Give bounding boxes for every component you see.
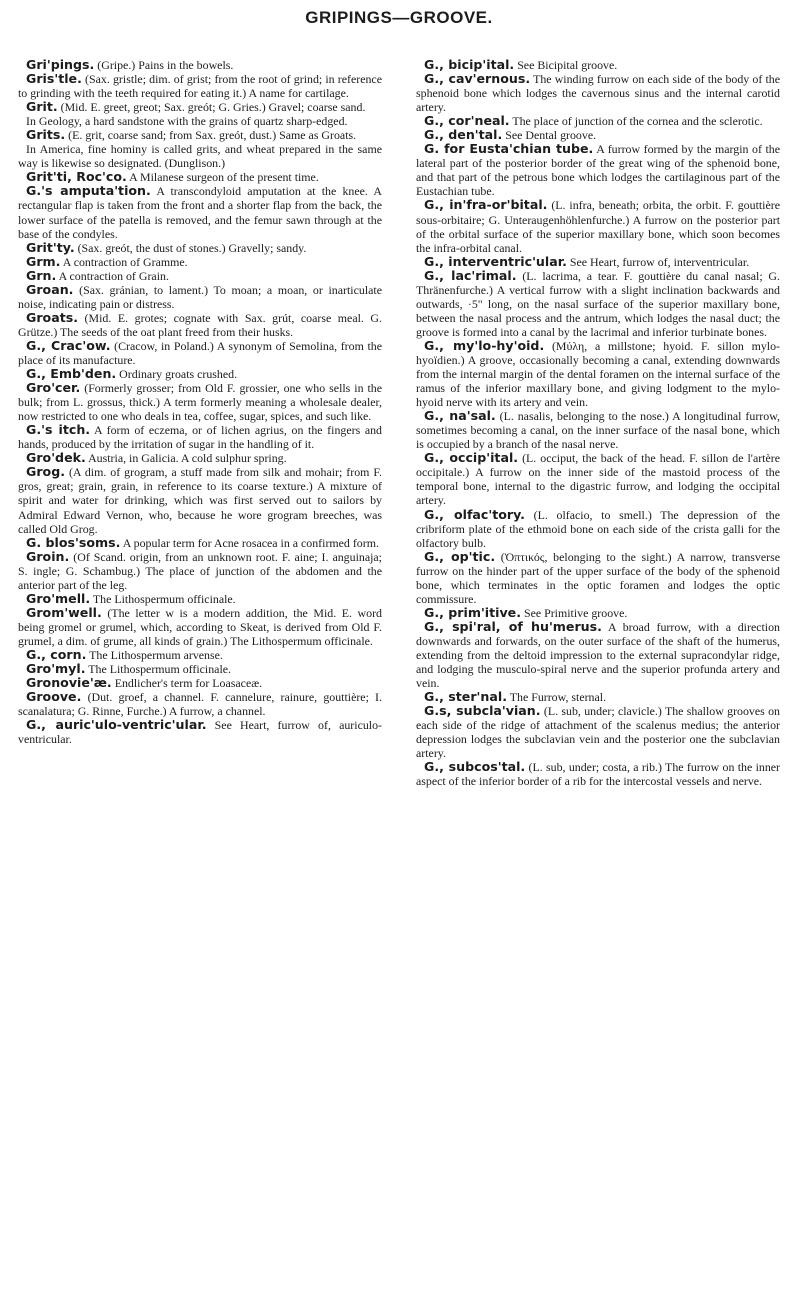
entry-headword: G., my'lo-hy'oid. (424, 337, 545, 353)
entry-headword: Groove. (26, 689, 82, 705)
entry-definition: A broad furrow, with a direction downwards and forwards, on the outer surface of the shaft of the humerus, extending from the deltoid impression to the external supracondylar ridge, and lodging the musculo-spiral nerve and the superior profunda artery and vein. (416, 619, 780, 691)
entry-headword: Grit. (26, 99, 58, 115)
dictionary-entry (416, 409, 780, 451)
dictionary-entry (416, 606, 780, 620)
dictionary-entry (18, 339, 382, 367)
entry-headword: Gronovie'æ. (26, 675, 112, 691)
dictionary-entry (18, 269, 382, 283)
dictionary-entry (18, 690, 382, 718)
entry-headword: Gro'mell. (26, 590, 91, 606)
dictionary-entry (18, 423, 382, 451)
entry-headword: Groan. (26, 281, 74, 297)
entry-headword: G.'s itch. (26, 422, 91, 438)
dictionary-entry (18, 606, 382, 648)
entry-headword: Grit'ty. (26, 239, 75, 255)
entry-headword: G., spi'ral, of hu'merus. (424, 618, 602, 634)
entry-definition: A furrow formed by the margin of the lateral part of the posterior border of the great wing of the sphenoid bone, and that part of the petrous bone which lodges the cartilaginous part of the Eustachian tube. (416, 142, 781, 199)
entry-headword: G., Crac'ow. (26, 337, 111, 353)
dictionary-entry (416, 269, 780, 339)
entry-headword: Gro'cer. (26, 380, 81, 396)
entry-definition: In Geology, a hard sandstone with the grains of quartz sharp-edged. (26, 114, 348, 129)
entry-definition: The place of junction of the cornea and the sclerotic. (509, 114, 763, 129)
dictionary-entry (18, 592, 382, 606)
entry-definition: (L. nasalis, belonging to the nose.) A longitudinal furrow, sometimes becoming a canal, on the inner surface of the nasal bone, which is occupied by a branch of the nasal nerve. (416, 409, 780, 452)
dictionary-entry (18, 451, 382, 465)
dictionary-entry (416, 128, 780, 142)
left-column (18, 58, 382, 788)
entry-definition: (Of Scand. origin, from an unknown root. F. aine; I. anguinaja; S. ingle; G. Schambug.) The place of junction of the abdomen and the anterior part of the leg. (18, 549, 382, 592)
right-column (416, 58, 780, 788)
entry-headword: G., ster'nal. (424, 689, 507, 705)
dictionary-entry (18, 381, 382, 423)
entry-definition: (L. lacrima, a tear. F. gouttière du canal nasal; G. Thränenfurche.) A vertical furrow with a slight inclination backwards and outwards, ·5" long, on the nasal surface of the superior maxillary bone, between the nasal process and the antrum, which lodges the nasal duct; the groove is formed into a canal by the lacrimal and inferior turbinate bones. (416, 268, 780, 339)
entry-definition: (L. sub, under; clavicle.) The shallow grooves on each side of the ridge of attachment of the scalenus medius; the anterior depression lodges the subclavian vein and the posterior one the subclavian artery. (416, 704, 780, 761)
dictionary-entry (18, 283, 382, 311)
entry-definition: Endlicher's term for Loasaceæ. (111, 676, 263, 691)
entry-headword: Gris'tle. (26, 71, 82, 87)
dictionary-entry (18, 255, 382, 269)
dictionary-entry (18, 72, 382, 100)
entry-definition: (Sax. gránian, to lament.) To moan; a moan, or inarticulate noise, indicating pain or distress. (18, 282, 382, 311)
entry-definition: (Mid. E. greet, greot; Sax. greót; G. Gries.) Gravel; coarse sand. (57, 100, 366, 115)
entry-definition: (Sax. greót, the dust of stones.) Gravelly; sandy. (74, 240, 307, 255)
entry-definition: In America, fine hominy is called grits, and wheat prepared in the same way is likewise so designated. (Dunglison.) (18, 142, 382, 171)
dictionary-entry (18, 550, 382, 592)
entry-headword: G., cor'neal. (424, 113, 510, 129)
dictionary-entry (18, 676, 382, 690)
dictionary-entry (416, 114, 780, 128)
entry-definition: (Dut. groef, a channel. F. cannelure, rainure, gouttière; I. scanalatura; G. Rinne, Furche.) A furrow, a channel. (18, 690, 382, 719)
dictionary-entry (18, 465, 382, 535)
entry-definition: The Lithospermum officinale. (85, 662, 232, 677)
dictionary-entry (18, 662, 382, 676)
entry-headword: G., occip'ital. (424, 450, 519, 466)
entry-definition: (Ὀπτικός, belonging to the sight.) A narrow, transverse furrow on the hinder part of the upper surface of the body of the sphenoid bone, which terminates in the optic foramen and lodges the optic commissure. (416, 549, 780, 606)
dictionary-entry (18, 241, 382, 255)
entry-headword: Groats. (26, 309, 78, 325)
entry-definition: A transcondyloid amputation at the knee. A rectangular flap is taken from the front and a shorter flap from the back, the lower surface of the patella is removed, and the femur sawn through at the base of the condyles. (18, 184, 382, 241)
dictionary-entry (416, 620, 780, 690)
entry-definition: See Primitive groove. (521, 605, 628, 620)
entry-definition: See Bicipital groove. (514, 58, 618, 72)
entry-headword: G., olfac'tory. (424, 506, 525, 522)
entry-definition: The Lithospermum officinale. (90, 591, 236, 606)
running-head: GRIPINGS—GROOVE. (305, 8, 493, 27)
entry-headword: G., auric'ulo-ventric'ular. (26, 717, 207, 733)
entry-headword: G., den'tal. (424, 127, 503, 143)
dictionary-entry (416, 508, 780, 550)
entry-headword: Gri'pings. (26, 57, 95, 72)
entry-headword: G., op'tic. (424, 548, 496, 564)
dictionary-entry (416, 760, 780, 788)
entry-definition: A Milanese surgeon of the present time. (126, 170, 319, 185)
dictionary-entry (416, 255, 780, 269)
entry-definition: A popular term for Acne rosacea in a confirmed form. (120, 535, 379, 550)
dictionary-entry (416, 690, 780, 704)
entry-headword: G., in'fra-or'bital. (424, 197, 548, 213)
entry-definition: (L. olfacio, to smell.) The depression of the cribriform plate of the ethmoid bone on each side of the crista galli for the olfactory bulb. (416, 507, 781, 550)
entry-definition: Ordinary groats crushed. (116, 367, 238, 382)
dictionary-entry (416, 704, 780, 760)
dictionary-entry (18, 114, 382, 128)
dictionary-entry (18, 536, 382, 550)
entry-headword: G., corn. (26, 646, 87, 662)
dictionary-entry (18, 648, 382, 662)
entry-headword: Groin. (26, 548, 70, 564)
entry-definition: (The letter w is a modern addition, the Mid. E. word being gromel or grumel, which, according to Skeat, is derived from Old F. grumel, a dim. of grume, all kinds of grain.) The Lithospermum officinale. (18, 605, 382, 648)
entry-headword: Grog. (26, 464, 65, 480)
entry-definition: A contraction of Grain. (56, 268, 169, 283)
entry-definition: The winding furrow on each side of the body of the sphenoid bone which lodges the cavernous sinus and the internal carotid artery. (416, 72, 780, 115)
columns (18, 58, 780, 788)
entry-headword: Grit'ti, Roc'co. (26, 169, 127, 185)
dictionary-entry (18, 367, 382, 381)
entry-definition: (Mid. E. grotes; cognate with Sax. grút, coarse meal. G. Grütze.) The seeds of the oat plant freed from their husks. (18, 310, 382, 339)
entry-definition: See Dental groove. (502, 128, 597, 143)
entry-headword: G.'s amputa'tion. (26, 183, 151, 199)
dictionary-entry (18, 184, 382, 240)
dictionary-entry (416, 451, 780, 507)
entry-definition: The Furrow, sternal. (506, 690, 607, 705)
dictionary-entry (416, 550, 780, 606)
entry-definition: (Formerly grosser; from Old F. grossier, one who sells in the bulk; from L. grossus, thick.) A term formerly meaning a wholesale dealer, now restricted to one who deals in tea, coffee, sugar, spices, and such like. (18, 381, 382, 424)
entry-headword: G.s, subcla'vian. (424, 703, 541, 719)
dictionary-entry (18, 142, 382, 170)
dictionary-entry (416, 58, 780, 72)
dictionary-entry (18, 170, 382, 184)
entry-headword: G., cav'ernous. (424, 71, 531, 87)
entry-definition: (Cracow, in Poland.) A synonym of Semolina, from the place of its manufacture. (18, 338, 383, 367)
entry-definition: (E. grit, coarse sand; from Sax. greót, dust.) Same as Groats. (65, 128, 357, 143)
entry-definition: A form of eczema, or of lichen agrius, on the fingers and hands, produced by the irritation of sugar in the handling of it. (18, 423, 382, 452)
entry-headword: Gro'myl. (26, 661, 86, 677)
dictionary-entry (18, 58, 382, 72)
dictionary-entry (18, 128, 382, 142)
entry-definition: (Gripe.) Pains in the bowels. (94, 58, 234, 72)
entry-headword: Grn. (26, 267, 57, 283)
entry-headword: G., prim'itive. (424, 604, 521, 620)
entry-headword: G. for Eusta'chian tube. (424, 141, 594, 157)
entry-definition: A contraction of Gramme. (60, 254, 188, 269)
entry-definition: (L. occiput, the back of the head. F. sillon de l'artère occipitale.) A furrow on the inner side of the mastoid process of the temporal bone, internal to the digastric furrow, and lodging the occipital artery. (416, 451, 780, 508)
dictionary-entry (416, 72, 780, 114)
entry-definition: (A dim. of grogram, a stuff made from silk and mohair; from F. gros, great; grain, grain, in reference to its coarse texture.) A mixture of spirit and water for drinking, which was first served out to sailors by Admiral Edward Vernon, who, because he wore grogram breeches, was called Old Grog. (18, 465, 382, 536)
entry-headword: G., interventric'ular. (424, 253, 567, 269)
entry-definition: (Sax. gristle; dim. of grist; from the root of grind; in reference to grinding with the teeth required for eating it.) A name for cartilage. (18, 72, 382, 101)
entry-headword: Grits. (26, 127, 66, 143)
dictionary-entry (18, 100, 382, 114)
entry-definition: (L. sub, under; costa, a rib.) The furrow on the inner aspect of the inferior border of a rib for the intercostal vessels and nerve. (416, 760, 781, 789)
entry-headword: G., bicip'ital. (424, 57, 515, 72)
dictionary-entry (416, 142, 780, 198)
entry-headword: Gro'dek. (26, 450, 86, 466)
entry-definition: The Lithospermum arvense. (86, 647, 223, 662)
entry-headword: G. blos'soms. (26, 534, 121, 550)
dictionary-entry (416, 198, 780, 254)
entry-headword: G., lac'rimal. (424, 267, 517, 283)
entry-headword: G., subcos'tal. (424, 759, 526, 775)
dictionary-entry (416, 339, 780, 409)
entry-headword: G., Emb'den. (26, 366, 117, 382)
entry-definition: (L. infra, beneath; orbita, the orbit. F. gouttière sous-orbitaire; G. Unteraugenhöhlenfurche.) A furrow on the posterior part of the orbital surface of the superior maxillary bone, which soon becomes the infra-orbital canal. (416, 198, 781, 255)
entry-headword: G., na'sal. (424, 408, 496, 424)
entry-definition: See Heart, furrow of, interventricular. (566, 254, 750, 269)
entry-definition: Austria, in Galicia. A cold sulphur spring. (85, 451, 287, 466)
entry-headword: Grm. (26, 253, 61, 269)
entry-definition: See Heart, furrow of, auriculo-ventricular. (18, 718, 383, 747)
entry-headword: Grom'well. (26, 604, 102, 620)
dictionary-entry (18, 311, 382, 339)
entry-definition: (Μύλη, a millstone; hyoid. F. sillon mylo-hyoïdien.) A groove, occasionally becoming a canal, extending downwards from the internal margin of the dental foramen on the internal surface of the ramus of the inferior maxillary bone, and giving lodgment to the mylo-hyoid nerve with its artery and vein. (416, 338, 780, 410)
dictionary-entry (18, 718, 382, 746)
